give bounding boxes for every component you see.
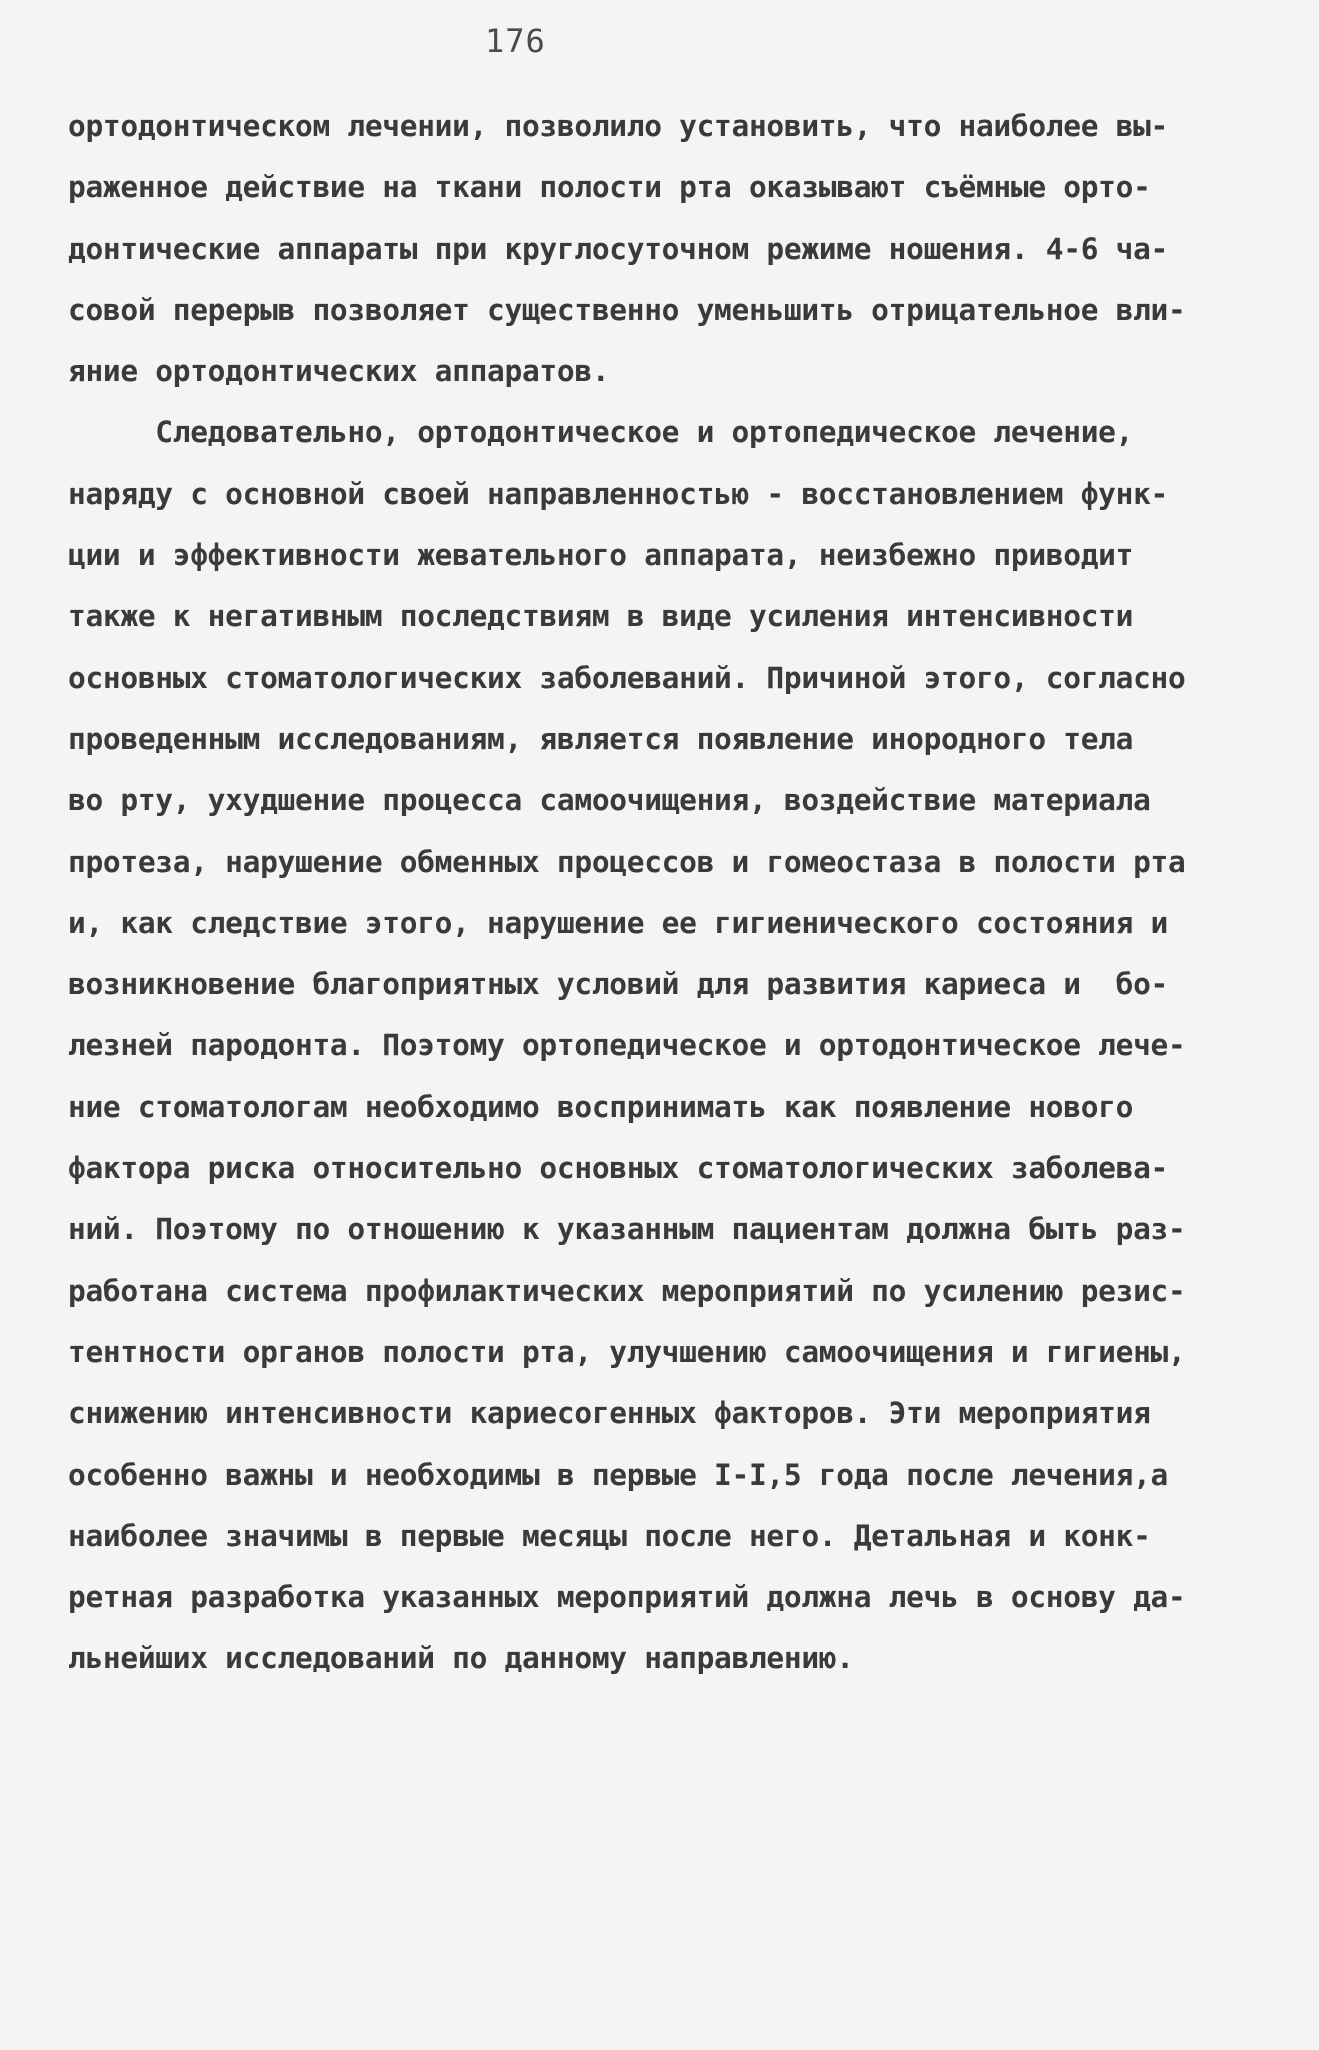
text-line: во рту, ухудшение процесса самоочищения, воздействие материала xyxy=(68,783,1151,818)
text-line: наряду с основной своей направленностью - восстановлением функ- xyxy=(68,476,1169,511)
text-line: яние ортодонтических аппаратов. xyxy=(68,354,610,389)
text-line: ции и эффективности жевательного аппарата, неизбежно приводит xyxy=(68,538,1134,573)
text-line: льнейших исследований по данному направлению. xyxy=(68,1641,854,1676)
text-line: также к негативным последствиям в виде усиления интенсивности xyxy=(68,599,1134,634)
text-line: особенно важны и необходимы в первые I-I,5 года после лечения,а xyxy=(68,1457,1169,1492)
text-line: протеза, нарушение обменных процессов и гомеостаза в полости рта xyxy=(68,844,1186,879)
text-line: работана система профилактических мероприятий по усилению резис- xyxy=(68,1273,1186,1308)
text-line: донтические аппараты при круглосуточном режиме ношения. 4-6 ча- xyxy=(68,231,1169,266)
text-line: лезней пародонта. Поэтому ортопедическое и ортодонтическое лече- xyxy=(68,1028,1186,1063)
page-number: 176 xyxy=(485,22,546,60)
body-text xyxy=(68,96,1248,1690)
text-line: и, как следствие этого, нарушение ее гигиенического состояния и xyxy=(68,905,1169,940)
text-line: наиболее значимы в первые месяцы после него. Детальная и конк- xyxy=(68,1518,1151,1553)
text-line: раженное действие на ткани полости рта оказывают съёмные орто- xyxy=(68,170,1151,205)
text-line: основных стоматологических заболеваний. Причиной этого, согласно xyxy=(68,660,1186,695)
text-line: ортодонтическом лечении, позволило установить, что наиболее вы- xyxy=(68,109,1169,143)
text-line: совой перерыв позволяет существенно уменьшить отрицательное вли- xyxy=(68,292,1186,327)
text-line: возникновение благоприятных условий для развития кариеса и бо- xyxy=(68,967,1169,1002)
text-line: ретная разработка указанных мероприятий должна лечь в основу да- xyxy=(68,1580,1186,1615)
text-line: ние стоматологам необходимо воспринимать как появление нового xyxy=(68,1089,1134,1124)
text-line: тентности органов полости рта, улучшению самоочищения и гигиены, xyxy=(68,1334,1186,1369)
text-line: проведенным исследованиям, является появление инородного тела xyxy=(68,721,1134,756)
text-line: фактора риска относительно основных стоматологических заболева- xyxy=(68,1151,1169,1186)
text-line: снижению интенсивности кариесогенных факторов. Эти мероприятия xyxy=(68,1396,1151,1431)
text-line: Следовательно, ортодонтическое и ортопедическое лечение, xyxy=(68,415,1134,450)
text-line: ний. Поэтому по отношению к указанным пациентам должна быть раз- xyxy=(68,1212,1186,1247)
